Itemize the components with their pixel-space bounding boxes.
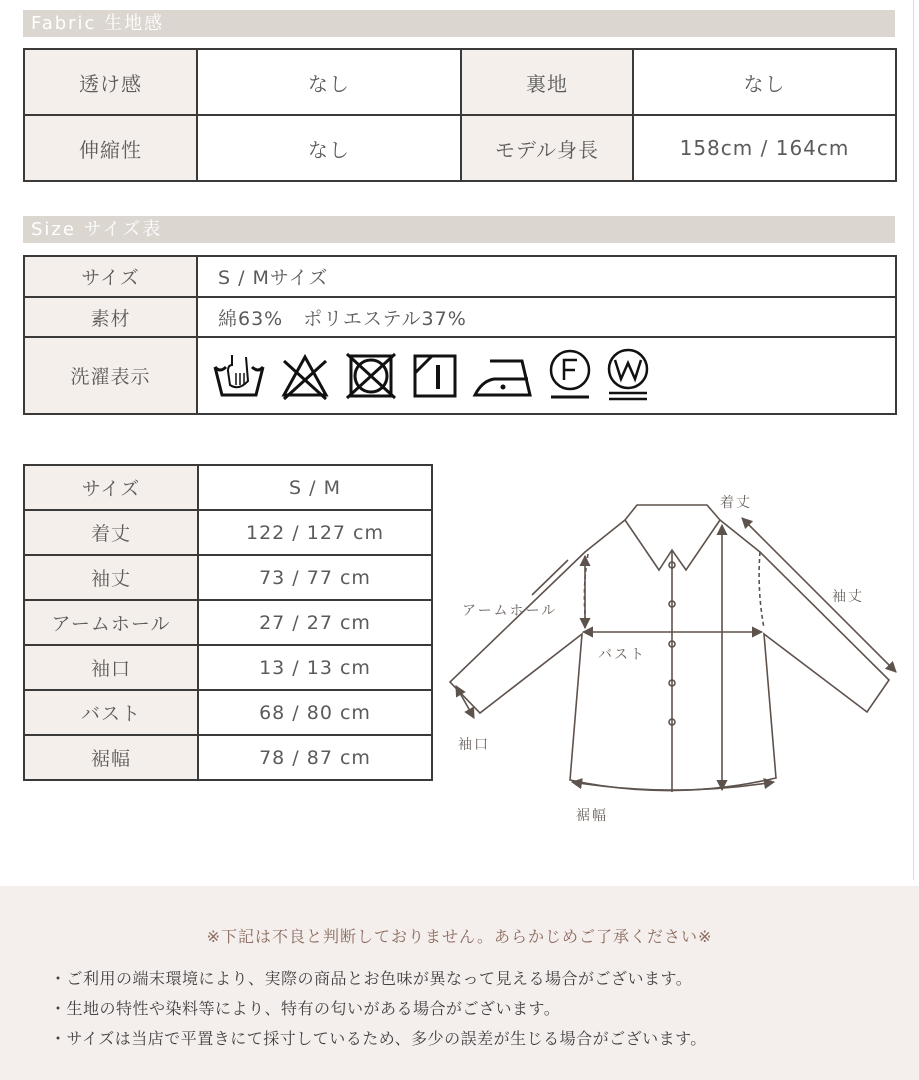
measurement-label-cuff: 袖口: [24, 645, 198, 690]
iron-low-temp-icon: [472, 351, 534, 401]
notice-title: ※下記は不良と判断しておりません。あらかじめご了承ください※: [206, 927, 713, 946]
diagram-label-cuff: 袖口: [458, 737, 490, 753]
fabric-value-lining: なし: [633, 49, 896, 115]
diagram-label-sleeve: 袖丈: [832, 589, 864, 605]
fabric-label-sheerness: 透け感: [24, 49, 197, 115]
fabric-value-sheerness: なし: [197, 49, 461, 115]
size-info-row: [24, 256, 896, 297]
shirt-measurement-diagram: [440, 480, 919, 830]
fabric-row: [24, 115, 896, 181]
fabric-value-stretch: なし: [197, 115, 461, 181]
measurement-header-row: [24, 465, 432, 510]
fabric-label-stretch: 伸縮性: [24, 115, 197, 181]
drip-dry-shade-icon: [412, 351, 458, 401]
diagram-label-armhole: アームホール: [462, 603, 558, 619]
diagram-label-bust: バスト: [598, 647, 646, 663]
measurement-label-bust: バスト: [24, 690, 198, 735]
measurement-row: [24, 600, 432, 645]
size-info-row: [24, 297, 896, 337]
measurement-label-hem: 裾幅: [24, 735, 198, 780]
size-info-value-size: S / Mサイズ: [197, 256, 896, 297]
size-section-header: Size サイズ表: [23, 216, 895, 243]
notice-item: ・ご利用の端末環境により、実際の商品とお色味が異なって見える場合がございます。: [50, 969, 693, 988]
dry-clean-f-icon: [548, 349, 592, 403]
measurement-value-bust: 68 / 80 cm: [198, 690, 432, 735]
measurement-label-sleeve: 袖丈: [24, 555, 198, 600]
measurement-table: [23, 464, 433, 781]
fabric-section-header: Fabric 生地感: [23, 10, 895, 37]
measurement-header-label: サイズ: [24, 465, 198, 510]
fabric-table: [23, 48, 897, 182]
size-info-label-size: サイズ: [24, 256, 197, 297]
diagram-label-hem: 裾幅: [576, 808, 608, 824]
fabric-label-lining: 裏地: [461, 49, 633, 115]
notice-item: ・サイズは当店で平置きにて採寸しているため、多少の誤差が生じる場合がございます。: [50, 1029, 707, 1048]
no-tumble-dry-icon: [344, 351, 398, 401]
shirt-outline-icon: [440, 480, 919, 830]
care-icons-cell: [197, 337, 896, 414]
measurement-value-length: 122 / 127 cm: [198, 510, 432, 555]
no-bleach-icon: [280, 351, 330, 401]
measurement-label-length: 着丈: [24, 510, 198, 555]
notice-list: [50, 964, 707, 1054]
measurement-header-value: S / M: [198, 465, 432, 510]
measurement-row: [24, 690, 432, 735]
measurement-value-cuff: 13 / 13 cm: [198, 645, 432, 690]
measurement-row: [24, 510, 432, 555]
measurement-row: [24, 555, 432, 600]
measurement-value-sleeve: 73 / 77 cm: [198, 555, 432, 600]
diagram-label-length: 着丈: [720, 495, 752, 511]
care-icons-list: [212, 348, 895, 404]
fabric-label-model-height: モデル身長: [461, 115, 633, 181]
measurement-label-armhole: アームホール: [24, 600, 198, 645]
hand-wash-basin-icon: [212, 351, 266, 401]
size-info-table: [23, 255, 897, 415]
fabric-value-model-height: 158cm / 164cm: [633, 115, 896, 181]
size-info-value-material: 綿63% ポリエステル37%: [197, 297, 896, 337]
measurement-value-armhole: 27 / 27 cm: [198, 600, 432, 645]
measurement-row: [24, 645, 432, 690]
measurement-row: [24, 735, 432, 780]
size-info-label-care: 洗濯表示: [24, 337, 197, 414]
notice-panel: [0, 886, 919, 1080]
size-info-label-material: 素材: [24, 297, 197, 337]
size-info-row: [24, 337, 896, 414]
measurement-value-hem: 78 / 87 cm: [198, 735, 432, 780]
fabric-row: [24, 49, 896, 115]
notice-item: ・生地の特性や染料等により、特有の匂いがある場合がございます。: [50, 999, 561, 1018]
wet-clean-w-icon: [606, 348, 650, 404]
